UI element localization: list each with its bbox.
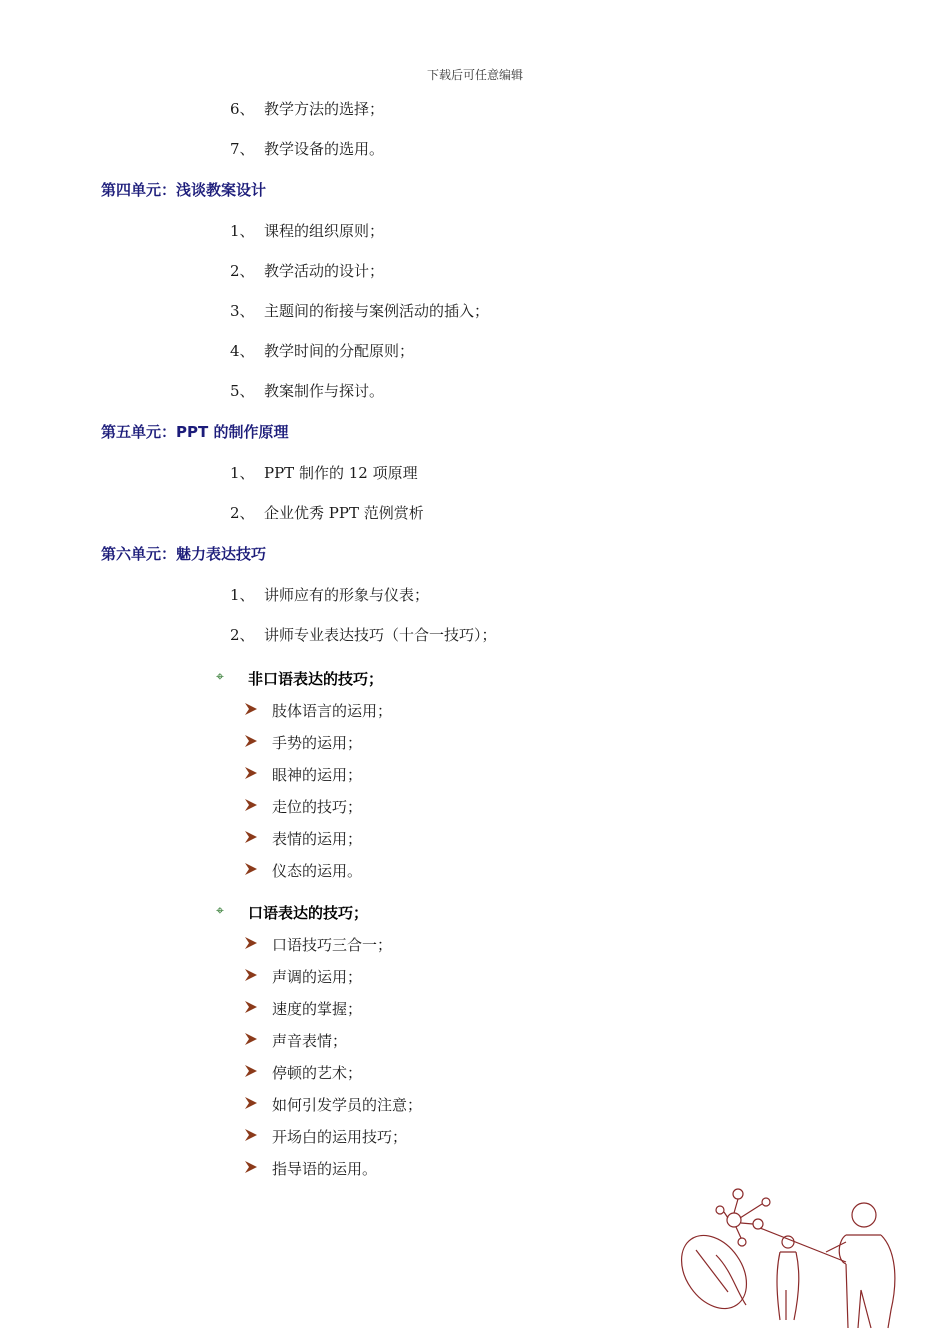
list-item: 开场白的运用技巧； <box>244 1128 407 1146</box>
arrow-bullet-icon <box>244 734 258 748</box>
subsection-title: 口语表达的技巧； <box>248 904 369 922</box>
subsection-title: 非口语表达的技巧； <box>248 670 384 688</box>
list-item: 1、 讲师应有的形象与仪表； <box>230 586 430 604</box>
arrow-bullet-icon <box>244 968 258 982</box>
list-item: 7、 教学设备的选用。 <box>230 140 385 158</box>
target-bullet-icon: ⌖ <box>216 903 224 919</box>
list-item: 手势的运用； <box>244 734 362 752</box>
arrow-bullet-icon <box>244 1160 258 1174</box>
list-item: 2、 讲师专业表达技巧（十合一技巧）； <box>230 626 497 644</box>
unit-5-title: 第五单元：PPT 的制作原理 <box>101 423 289 441</box>
arrow-bullet-icon <box>244 702 258 716</box>
list-item: 1、 PPT 制作的 12 项原理 <box>230 464 418 482</box>
list-item: 速度的掌握； <box>244 1000 362 1018</box>
arrow-bullet-icon <box>244 830 258 844</box>
arrow-bullet-icon <box>244 766 258 780</box>
list-item: 5、 教案制作与探讨。 <box>230 382 385 400</box>
list-item: 2、 企业优秀 PPT 范例赏析 <box>230 504 424 522</box>
arrow-bullet-icon <box>244 936 258 950</box>
list-item: 指导语的运用。 <box>244 1160 377 1178</box>
list-item: 1、 课程的组织原则； <box>230 222 385 240</box>
list-item: 如何引发学员的注意； <box>244 1096 422 1114</box>
arrow-bullet-icon <box>244 1032 258 1046</box>
arrow-bullet-icon <box>244 862 258 876</box>
list-item: 表情的运用； <box>244 830 362 848</box>
arrow-bullet-icon <box>244 1000 258 1014</box>
list-item: 6、 教学方法的选择； <box>230 100 385 118</box>
presenter-illustration <box>676 1180 926 1330</box>
list-item: 眼神的运用； <box>244 766 362 784</box>
list-item: 肢体语言的运用； <box>244 702 392 720</box>
list-item: 声音表情； <box>244 1032 347 1050</box>
list-item: 口语技巧三合一； <box>244 936 392 954</box>
list-item: 3、 主题间的衔接与案例活动的插入； <box>230 302 490 320</box>
header-note: 下载后可任意编辑 <box>426 68 523 82</box>
unit-6-title: 第六单元：魅力表达技巧 <box>101 545 267 563</box>
list-item: 声调的运用； <box>244 968 362 986</box>
arrow-bullet-icon <box>244 1064 258 1078</box>
arrow-bullet-icon <box>244 1096 258 1110</box>
arrow-bullet-icon <box>244 1128 258 1142</box>
list-item: 4、 教学时间的分配原则； <box>230 342 415 360</box>
list-item: 2、 教学活动的设计； <box>230 262 385 280</box>
arrow-bullet-icon <box>244 798 258 812</box>
list-item: 走位的技巧； <box>244 798 362 816</box>
list-item: 仪态的运用。 <box>244 862 362 880</box>
list-item: 停顿的艺术； <box>244 1064 362 1082</box>
target-bullet-icon: ⌖ <box>216 669 224 685</box>
unit-4-title: 第四单元：浅谈教案设计 <box>101 181 267 199</box>
